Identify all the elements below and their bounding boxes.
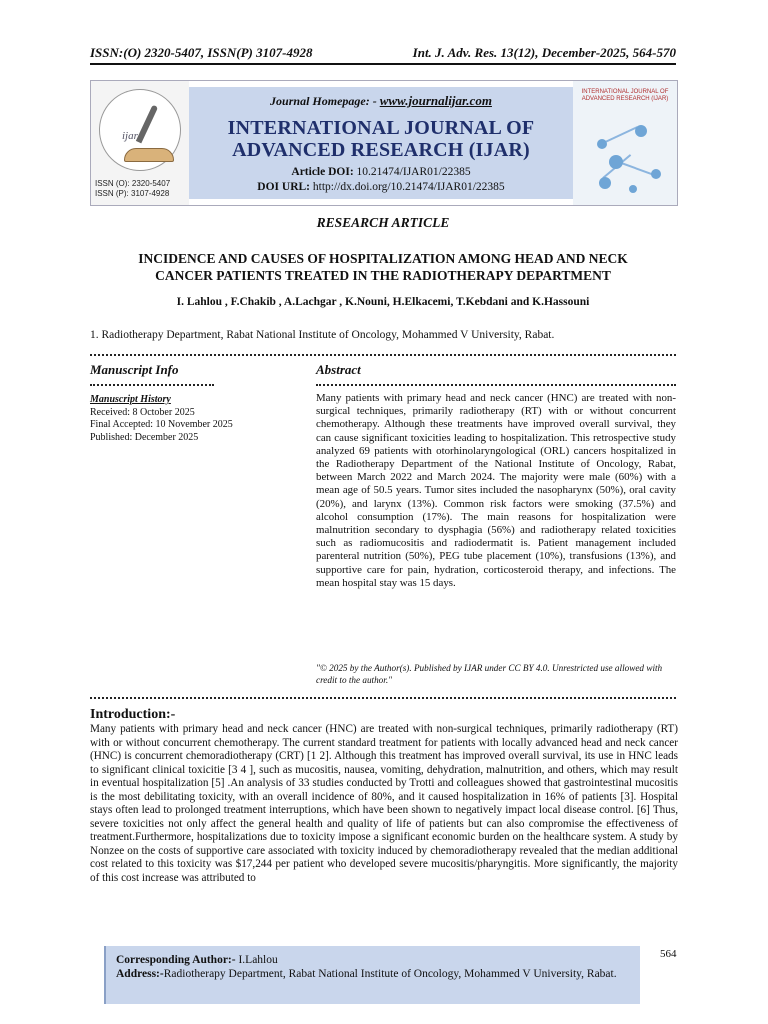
divider	[90, 354, 676, 356]
molecule-icon	[629, 185, 637, 193]
affiliation: 1. Radiotherapy Department, Rabat National Institute of Oncology, Mohammed V University, Rabat.	[90, 329, 555, 341]
issn-online: ISSN (O): 2320-5407	[95, 179, 171, 188]
divider	[90, 384, 214, 386]
journal-cover-thumbnail	[573, 81, 677, 205]
introduction-text: Many patients with primary head and neck cancer (HNC) are treated with non-surgical techniques, primarily radiotherapy (RT) with or without concurrent chemotherapy. The current standard treatment for patients with locally advanced head and neck cancer (HNC) is concurrent chemoradiotherapy (CRT) [1 2]. Although this treatment has improved overall survival, its use in HNC leads to significant clinical toxicitie [3 4 ], such as mucositis, nausea, vomiting, dehydration, malnutrition, and others, which may result in eventual hospitalization [5] .An analysis of 33 studies conducted by Trotti and colleagues showed that gastrointestinal mucositis is the most debilitating toxicity, with an overall incidence of 80%, and it caused hospitalization in 16% of patients [3]. Hospital stays often lead to prolonged treatment interruptions, which have been shown to negatively impact local disease control. [6] Thus, severe toxicities not only affect the general health and quality of life of patients but can also compromise the effectiveness of treatment.Furthermore, hospitalizations due to toxicity impose a significant economic burden on the healthcare system. A study by Nonzee on the costs of supportive care associated with toxicity induced by chemoradiotherapy revealed that the median additional cost related to this toxicity was $17,244 per patient who developed severe mucositis/pharyngitis. More significantly, the majority of this cost increase was attributed to	[90, 723, 678, 884]
issn-header: ISSN:(O) 2320-5407, ISSN(P) 3107-4928	[90, 45, 313, 60]
issn-block	[95, 179, 189, 199]
journal-logo-panel	[91, 81, 189, 205]
journal-name-line1: INTERNATIONAL JOURNAL OF	[227, 117, 535, 139]
journal-homepage	[191, 93, 571, 109]
history-label: Manuscript History	[90, 394, 171, 405]
address-label: Address:-	[116, 967, 164, 980]
published-date: Published: December 2025	[90, 431, 199, 443]
article-title	[90, 250, 676, 284]
article-type: RESEARCH ARTICLE	[316, 215, 450, 230]
molecule-icon	[599, 177, 611, 189]
journal-name-line2: ADVANCED RESEARCH (IJAR)	[232, 139, 530, 161]
journal-name	[191, 117, 571, 161]
abstract-text: Many patients with primary head and neck cancer (HNC) are treated with non-surgical techniques, primarily radiotherapy (RT) with or without concurrent chemotherapy. Although these treatments have improved overall survival, they can cause significant toxicities leading to hospitalization. This retrospective study analyzed 69 patients with otorhinolaryngological (ORL) cancers hospitalized in the Radiotherapy Department of the National Institute of Oncology, Rabat, between March 2022 and March 2024. The majority were male (60%) with a mean age of 50.5 years. Tumor sites included the nasopharynx (50%), oral cavity (20%), and larynx (13%). Common risk factors were smoking (37.5%) and alcohol consumption (17%). The main reasons for hospitalization were malnutrition secondary to dysphagia (56%) and radiotherapy related toxicities such as radiomucositis and radiodermatit is. Patient management included parenteral nutrition (50%), PEG tube placement (10%), transfusions (13%), and supportive care for pain, hydration, corticosteroid therapy, and infections. The mean hospital stay was 15 days.	[316, 392, 676, 589]
citation-header: Int. J. Adv. Res. 13(12), December-2025, 564-570	[412, 45, 676, 60]
doi-url-link[interactable]: http://dx.doi.org/10.21474/IJAR01/22385	[312, 181, 505, 193]
molecule-icon	[635, 125, 647, 137]
article-title-line1: INCIDENCE AND CAUSES OF HOSPITALIZATION AMONG HEAD AND NECK	[138, 251, 628, 266]
book-icon	[124, 148, 174, 162]
manuscript-history	[90, 394, 300, 444]
corresponding-author-box	[104, 946, 640, 1004]
manuscript-info-heading: Manuscript Info	[90, 362, 179, 377]
homepage-label: Journal Homepage: -	[270, 94, 377, 108]
address-value: Radiotherapy Department, Rabat National Institute of Oncology, Mohammed V University, Rabat.	[163, 967, 617, 980]
molecule-icon	[609, 155, 623, 169]
copyright-notice: "© 2025 by the Author(s). Published by IJAR under CC BY 4.0. Unrestricted use allowed with credit to the author."	[316, 663, 663, 685]
page-number: 564	[660, 948, 677, 960]
cover-title: INTERNATIONAL JOURNAL OF ADVANCED RESEARCH (IJAR)	[581, 89, 669, 102]
abstract-heading: Abstract	[316, 362, 361, 377]
quill-icon	[136, 105, 158, 144]
logo-text: ijar	[122, 130, 138, 142]
running-header	[90, 45, 676, 65]
doi-label: Article DOI:	[291, 166, 354, 178]
doi-block	[191, 165, 571, 195]
molecule-icon	[651, 169, 661, 179]
journal-banner	[90, 80, 678, 206]
molecule-icon	[597, 139, 607, 149]
doi-url-label: DOI URL:	[257, 181, 311, 193]
journal-logo	[99, 89, 181, 171]
doi-value: 10.21474/IJAR01/22385	[356, 166, 471, 178]
received-date: Received: 8 October 2025	[90, 406, 195, 418]
accepted-date: Final Accepted: 10 November 2025	[90, 419, 233, 430]
article-title-line2: CANCER PATIENTS TREATED IN THE RADIOTHERAPY DEPARTMENT	[155, 268, 611, 283]
author-list: I. Lahlou , F.Chakib , A.Lachgar , K.Nouni, H.Elkacemi, T.Kebdani and K.Hassouni	[176, 296, 590, 308]
homepage-link[interactable]: www.journalijar.com	[379, 93, 492, 108]
divider	[316, 384, 676, 386]
corr-label: Corresponding Author:-	[116, 954, 236, 966]
corr-name: I.Lahlou	[238, 954, 278, 966]
issn-print: ISSN (P): 3107-4928	[95, 189, 170, 198]
introduction-heading: Introduction:-	[90, 707, 176, 722]
divider	[90, 697, 676, 699]
